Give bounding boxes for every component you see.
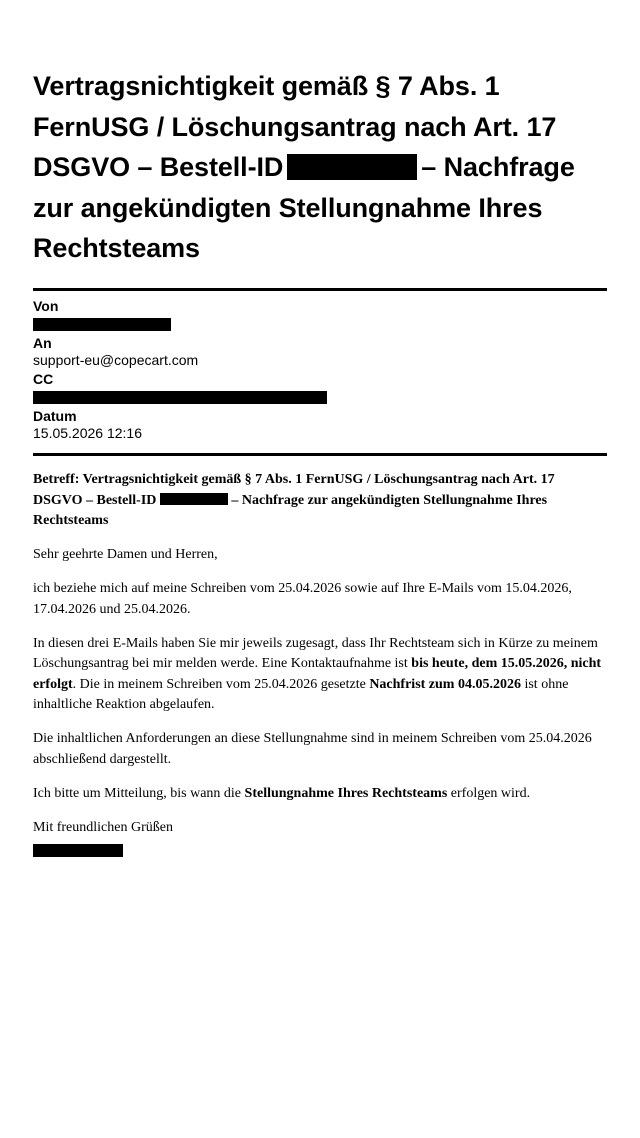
from-label: Von	[33, 298, 59, 314]
p2-text-c: ist ohne inhaltliche Reaktion abgelaufen.	[33, 676, 569, 712]
redacted-order-id	[287, 154, 417, 180]
redacted-sender	[33, 318, 171, 331]
p4-text-b: erfolgen wird.	[447, 785, 531, 801]
email-body	[33, 470, 607, 857]
title-text-part1: Vertragsnichtigkeit gemäß § 7 Abs. 1 FernUSG / Löschungsantrag nach Art. 17 DSGVO – Bestell-ID	[33, 71, 557, 182]
title-text-part2: – Nachfrage zur angekündigten Stellungnahme Ihres Rechtsteams	[33, 152, 575, 263]
date-value: 15.05.2026 12:16	[33, 425, 142, 441]
header-divider-bottom	[33, 453, 607, 456]
p2-text-a: In diesen drei E-Mails haben Sie mir jeweils zugesagt, dass Ihr Rechtsteam sich in Kürze zu meinem Löschungsantrag bei mir melden werde. Eine Kontaktaufnahme ist	[33, 635, 598, 671]
paragraph-4	[33, 784, 607, 805]
greeting: Sehr geehrte Damen und Herren,	[33, 547, 218, 562]
cc-label: CC	[33, 371, 54, 387]
paragraph-2	[33, 634, 607, 716]
p2-bold-a: bis heute, dem 15.05.2026, nicht erfolgt	[33, 656, 602, 692]
p4-bold: Stellungnahme Ihres Rechtsteams	[244, 785, 448, 801]
date-label: Datum	[33, 408, 77, 424]
redacted-order-id-subject	[160, 493, 228, 505]
subject-line	[33, 470, 607, 532]
p2-bold-b: Nachfrist zum 04.05.2026	[369, 676, 521, 692]
p2-text-b: . Die in meinem Schreiben vom 25.04.2026 gesetzte	[72, 676, 370, 692]
closing: Mit freundlichen Grüßen	[33, 819, 173, 835]
redacted-cc	[33, 391, 327, 404]
to-value: support-eu@copecart.com	[33, 352, 199, 368]
paragraph-3: Die inhaltlichen Anforderungen an diese Stellungnahme sind in meinem Schreiben vom 25.04.2026 abschließend dargestellt.	[33, 731, 592, 767]
to-label: An	[33, 335, 52, 351]
subject-text-part1: Betreff: Vertragsnichtigkeit gemäß § 7 Abs. 1 FernUSG / Löschungsantrag nach Art. 17 DSGVO – Bestell-ID	[33, 472, 555, 508]
email-title	[33, 66, 607, 269]
email-meta	[33, 298, 607, 444]
redacted-signature	[33, 844, 123, 857]
p4-text-a: Ich bitte um Mitteilung, bis wann die	[33, 785, 245, 801]
subject-text-part2: – Nachfrage zur angekündigten Stellungnahme Ihres Rechtsteams	[33, 492, 548, 528]
header-divider-top	[33, 288, 607, 291]
paragraph-1: ich beziehe mich auf meine Schreiben vom 25.04.2026 sowie auf Ihre E-Mails vom 15.04.2026, 17.04.2026 und 25.04.2026.	[33, 581, 572, 617]
